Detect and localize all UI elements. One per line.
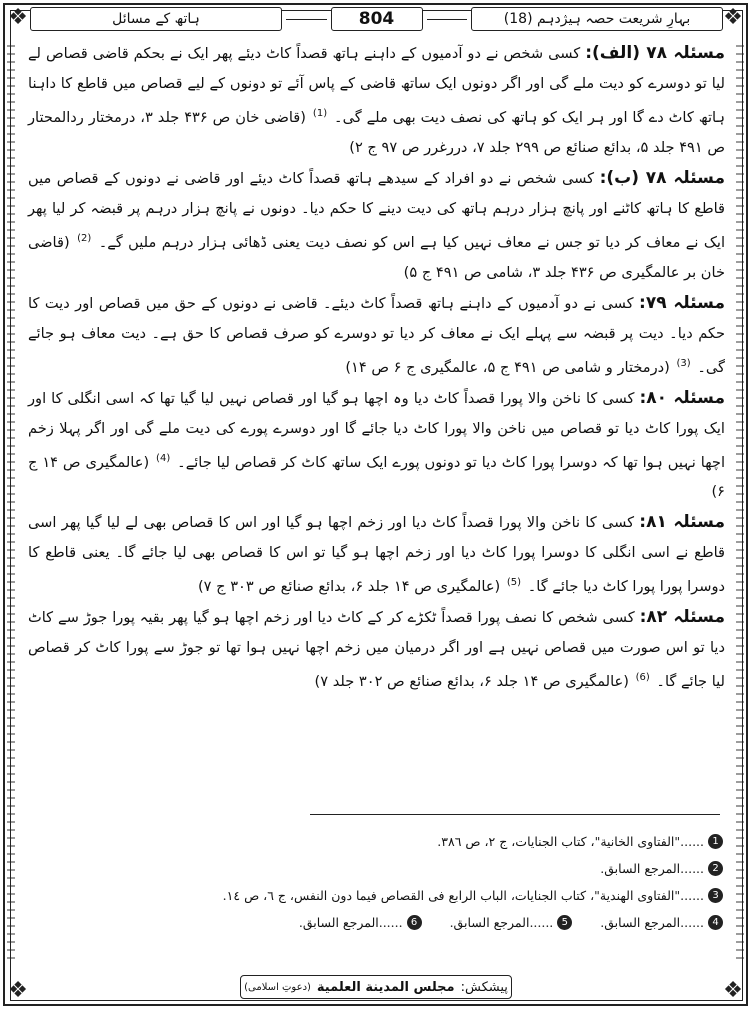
- masala-label: مسئلہ ۸۰:: [639, 387, 725, 408]
- footnote-item: [600, 915, 723, 930]
- footnote-item: [223, 888, 723, 903]
- page-header: [30, 6, 723, 32]
- footer-presented-by: پیشکش:: [460, 979, 508, 995]
- footnote-item: [600, 861, 723, 876]
- footnote-row: [30, 909, 723, 936]
- header-rule: [427, 19, 468, 20]
- masala-text: کسی کا ناخن والا پورا قصداً کاٹ دیا اور زخم اچھا ہو گیا اور اس کا قصاص بھی لے لیا گیا پھر اسی قاطع نے اسی انگلی کا دوسرا پورا کاٹ دیا اور زخم اچھا ہو گیا تو اس کا قصاص بھی لیا جائے گا۔ یعنی قاطع کا دوسرا پورا پورا کاٹ دیا جائے گا۔: [28, 514, 725, 596]
- footnotes: [30, 828, 723, 936]
- footnote-ref: (1): [312, 108, 328, 119]
- masala-paragraph: [28, 288, 725, 383]
- masala-label: مسئلہ ۷۹:: [639, 292, 725, 313]
- footnote-item: [437, 834, 723, 849]
- footnote-ref: (2): [77, 232, 92, 244]
- chapter-title: ہاتھ کے مسائل: [30, 7, 282, 31]
- masala-reference: (درمختار و شامی ص ۴۹۱ ج ۵، عالمگیری ج ۶ ص ۱۴): [345, 358, 670, 376]
- footnote-text: ......المرجع السابق.: [298, 915, 403, 930]
- footnote-row: [30, 828, 723, 855]
- footnote-item: [450, 915, 573, 930]
- footnote-ref: (6): [635, 672, 650, 684]
- footnote-number-icon: 6: [407, 915, 422, 930]
- footnote-text: ......المرجع السابق.: [600, 861, 704, 876]
- footnote-ref: (4): [156, 452, 171, 464]
- masala-paragraph: [28, 38, 725, 163]
- footnote-row: [30, 882, 723, 909]
- ornament-corner-icon: ❖: [720, 978, 746, 1004]
- masala-text: کسی کا ناخن والا پورا قصداً کاٹ دیا وہ اچھا ہو گیا اور قصاص نہیں لیا گیا تھا کہ اسی انگلی کا اور ایک پورا کاٹ دیا تو قصاص میں ناخن والا پورا کاٹ دیا جائے گا اور دوسرے پورے کی دیت ملے گی اور اگر پہلا زخم اچھا نہیں ہوا تھا کہ دوسرا پورا کاٹ دیا تو دونوں پورے ایک ساتھ کاٹ کر قصاص لیا جائے۔: [28, 389, 725, 471]
- footnote-text: ......"الفتاوی الخانیة"، کتاب الجنایات، ج ٢، ص ٣٨٦.: [437, 834, 704, 849]
- footnote-item: [299, 915, 422, 930]
- footer-subtitle: (دعوتِ اسلامی): [244, 981, 311, 993]
- masala-label: مسئلہ ۷۸ (الف):: [585, 43, 725, 63]
- footnote-number-icon: 1: [708, 834, 723, 849]
- ornament-corner-icon: ❖: [720, 5, 746, 31]
- masala-label: مسئلہ ۸۱:: [639, 512, 726, 533]
- footnote-number-icon: 3: [708, 888, 723, 903]
- footnote-number-icon: 2: [708, 861, 723, 876]
- footnote-separator: [310, 814, 720, 815]
- masala-reference: (قاضی خان ص ۴۳۶ جلد ۳، درمختار ردالمحتار ص ۴۹۱ جلد ۵، بدائع صنائع ص ۲۹۹ جلد ۷، دررغرر ص ۹۷ ج ۲): [28, 108, 725, 156]
- footnote-number-icon: 5: [557, 915, 572, 930]
- masala-label: مسئلہ ۸۲:: [639, 607, 725, 628]
- footnote-row: [30, 855, 723, 882]
- ornament-corner-icon: ❖: [5, 978, 31, 1004]
- footer-organization: مجلس المدینة العلمیة: [316, 979, 455, 995]
- page-number: 804: [331, 7, 423, 31]
- masala-reference: (عالمگیری ص ۱۴ جلد ۶، بدائع صنائع ص ۳۰۳ ج ۷): [197, 578, 501, 596]
- masala-text: کسی شخص نے دو آدمیوں کے داہنے ہاتھ قصداً کاٹ دیئے پھر ایک نے بحکم قاضی قصاص لے لیا تو دوسرے کو دیت ملے گی اور اگر دونوں ایک ساتھ قاضی کے پاس آئے تو دونوں کے لیے قصاص میں قاطع کا داہنا ہاتھ کاٹ دے گا اور ہر ایک کو ہاتھ کی نصف دیت بھی ملے گی۔: [28, 45, 726, 126]
- footnote-ref: (5): [506, 577, 522, 589]
- footnote-number-icon: 4: [708, 915, 723, 930]
- footnote-ref: (3): [676, 357, 691, 369]
- masala-reference: (عالمگیری ص ۱۴ ج ۶): [28, 453, 725, 501]
- book-title: بہارِ شریعت حصہ ہیژدہم (18): [471, 7, 723, 31]
- masala-paragraph: [28, 383, 725, 508]
- masala-reference: (قاضی خان بر عالمگیری ص ۴۳۶ جلد ۳، شامی ص ۴۹۱ ج ۵): [28, 233, 725, 281]
- ornament-corner-icon: ❖: [5, 5, 31, 31]
- footnote-text: ......المرجع السابق.: [600, 915, 704, 930]
- footnote-text: ......المرجع السابق.: [449, 915, 554, 930]
- main-text: [28, 38, 725, 806]
- masala-text: کسی نے دو آدمیوں کے داہنے ہاتھ قصداً کاٹ دیئے۔ قاضی نے دونوں کے حق میں قصاص اور دیت کا حکم دیا۔ دیت پر قبضہ سے پہلے ایک نے معاف کر دیا تو دوسرے کو صرف قصاص کا حق ہے۔ دیت معاف ہو جائے گی۔: [28, 294, 725, 376]
- masala-label: مسئلہ ۷۸ (ب):: [599, 167, 725, 188]
- masala-paragraph: [28, 163, 725, 288]
- masala-paragraph: [28, 602, 725, 697]
- masala-text: کسی شخص نے دو افراد کے سیدھے ہاتھ قصداً کاٹ دیئے اور قاضی نے دونوں کے قصاص میں قاطع کا ہاتھ کاٹنے اور پانچ ہزار درہم ہاتھ کی دیت دینے کا حکم دیا۔ دونوں نے پانچ ہزار درہم پر قبضہ کر لیا پھر ایک نے معاف کر دیا تو جس نے معاف نہیں کیا ہے اس کو نصف دیت یعنی ڈھائی ہزار درہم ملیں گے۔: [28, 169, 726, 251]
- masala-text: کسی شخص کا نصف پورا قصداً ٹکڑے کر کے کاٹ دیا اور زخم اچھا ہو گیا پھر بقیہ پورا جوڑ سے کاٹ دیا تو اس صورت میں قصاص نہیں ہے اور اگر درمیان میں زخم اچھا نہیں ہوا تھا تو جوڑ سے پورا کاٹ کر قصاص لیا جائے گا۔: [28, 609, 725, 691]
- footnote-text: ......"الفتاوی الهندیة"، کتاب الجنایات، الباب الرابع فی القصاص فیما دون النفس، ج ٦، ص ١٤.: [222, 888, 704, 903]
- page-footer: [240, 975, 512, 999]
- masala-paragraph: [28, 507, 725, 602]
- masala-reference: (عالمگیری ص ۱۴ جلد ۶، بدائع صنائع ص ۳۰۲ جلد ۷): [314, 673, 629, 691]
- header-rule: [286, 19, 327, 20]
